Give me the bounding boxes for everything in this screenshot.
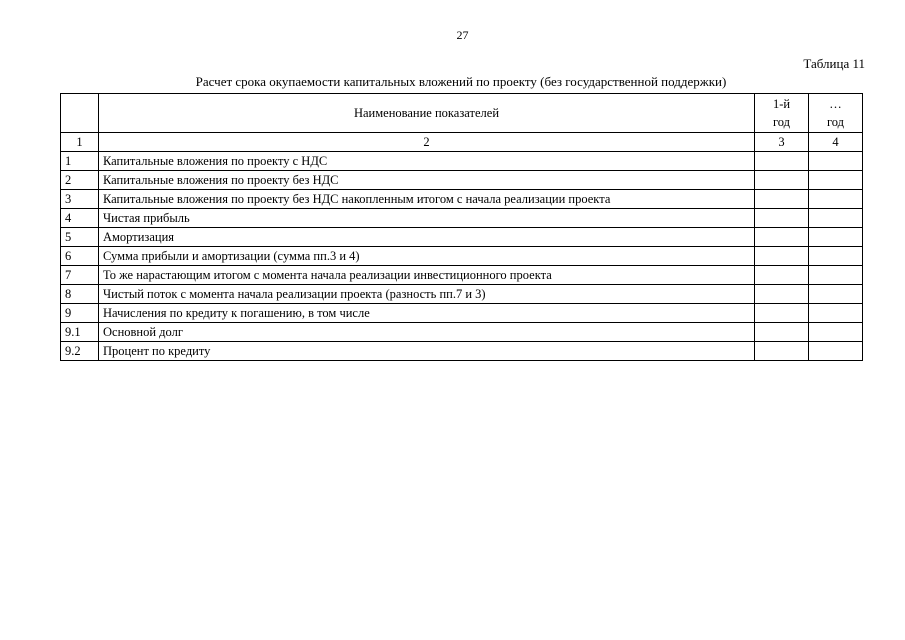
row-indicator: Основной долг bbox=[99, 323, 755, 342]
row-indicator: Капитальные вложения по проекту без НДС накопленным итогом с начала реализации проекта bbox=[99, 190, 755, 209]
row-year-1-value bbox=[755, 152, 809, 171]
row-year-1-value bbox=[755, 247, 809, 266]
row-number: 9.1 bbox=[61, 323, 99, 342]
header-year-1 bbox=[755, 94, 809, 133]
row-indicator: Капитальные вложения по проекту без НДС bbox=[99, 171, 755, 190]
row-number: 2 bbox=[61, 171, 99, 190]
header-year-next-unit: год bbox=[826, 115, 845, 129]
column-number: 1 bbox=[61, 133, 99, 152]
column-number: 4 bbox=[809, 133, 863, 152]
table-row bbox=[61, 247, 863, 266]
table-row bbox=[61, 266, 863, 285]
row-number: 9.2 bbox=[61, 342, 99, 361]
row-year-1-value bbox=[755, 171, 809, 190]
column-number: 3 bbox=[755, 133, 809, 152]
row-indicator: Сумма прибыли и амортизации (сумма пп.3 и 4) bbox=[99, 247, 755, 266]
column-number: 2 bbox=[99, 133, 755, 152]
row-year-1-value bbox=[755, 190, 809, 209]
row-year-next-value bbox=[809, 190, 863, 209]
table-row bbox=[61, 304, 863, 323]
table-label: Таблица 11 bbox=[803, 56, 865, 71]
page-number: 27 bbox=[456, 28, 469, 42]
header-num-cell bbox=[61, 94, 99, 133]
row-year-1-value bbox=[755, 323, 809, 342]
header-year-1-number: 1-й bbox=[772, 97, 791, 111]
row-indicator: Капитальные вложения по проекту с НДС bbox=[99, 152, 755, 171]
header-year-next bbox=[809, 94, 863, 133]
row-number: 8 bbox=[61, 285, 99, 304]
row-year-next-value bbox=[809, 228, 863, 247]
row-year-next-value bbox=[809, 209, 863, 228]
row-number: 6 bbox=[61, 247, 99, 266]
table-header-row bbox=[61, 94, 863, 133]
row-year-1-value bbox=[755, 342, 809, 361]
row-year-1-value bbox=[755, 228, 809, 247]
row-indicator: Амортизация bbox=[99, 228, 755, 247]
row-year-1-value bbox=[755, 266, 809, 285]
row-year-next-value bbox=[809, 152, 863, 171]
row-year-next-value bbox=[809, 285, 863, 304]
row-year-next-value bbox=[809, 171, 863, 190]
row-indicator: Чистая прибыль bbox=[99, 209, 755, 228]
payback-table bbox=[60, 93, 863, 361]
table-row bbox=[61, 171, 863, 190]
row-indicator: Начисления по кредиту к погашению, в том числе bbox=[99, 304, 755, 323]
row-number: 5 bbox=[61, 228, 99, 247]
column-number-row bbox=[61, 133, 863, 152]
table-row bbox=[61, 152, 863, 171]
row-indicator: То же нарастающим итогом с момента начала реализации инвестиционного проекта bbox=[99, 266, 755, 285]
table-row bbox=[61, 285, 863, 304]
row-year-next-value bbox=[809, 247, 863, 266]
header-year-1-unit: год bbox=[772, 115, 791, 129]
row-number: 3 bbox=[61, 190, 99, 209]
table-title: Расчет срока окупаемости капитальных вложений по проекту (без государственной поддержки) bbox=[195, 74, 727, 89]
table-row bbox=[61, 323, 863, 342]
row-year-next-value bbox=[809, 342, 863, 361]
row-year-next-value bbox=[809, 304, 863, 323]
row-number: 1 bbox=[61, 152, 99, 171]
header-year-next-number: … bbox=[829, 97, 842, 111]
row-number: 4 bbox=[61, 209, 99, 228]
table-row bbox=[61, 190, 863, 209]
row-year-next-value bbox=[809, 266, 863, 285]
row-year-1-value bbox=[755, 285, 809, 304]
header-indicator-name: Наименование показателей bbox=[99, 94, 755, 133]
row-year-1-value bbox=[755, 304, 809, 323]
row-number: 7 bbox=[61, 266, 99, 285]
table-row bbox=[61, 342, 863, 361]
table-row bbox=[61, 228, 863, 247]
row-indicator: Процент по кредиту bbox=[99, 342, 755, 361]
row-year-next-value bbox=[809, 323, 863, 342]
row-year-1-value bbox=[755, 209, 809, 228]
row-indicator: Чистый поток с момента начала реализации проекта (разность пп.7 и 3) bbox=[99, 285, 755, 304]
row-number: 9 bbox=[61, 304, 99, 323]
table-row bbox=[61, 209, 863, 228]
